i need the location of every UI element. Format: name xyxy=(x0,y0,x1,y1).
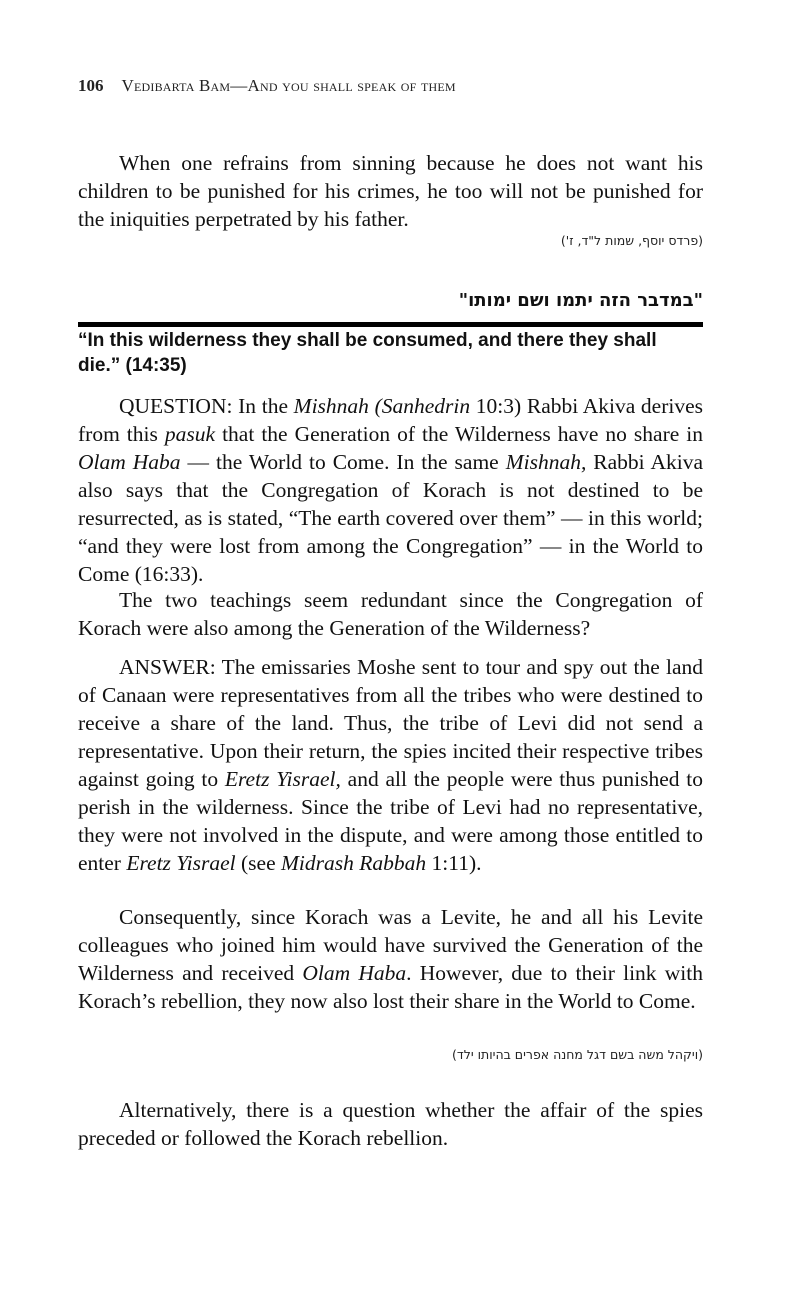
text-run-italic: Eretz Yisrael, xyxy=(224,767,341,791)
alternatively-paragraph: Alternatively, there is a question whether the affair of the spies preceded or followed the Korach rebellion. xyxy=(78,1098,703,1150)
hebrew-verse-heading: "במדבר הזה יתמו ושם ימותו" xyxy=(458,290,703,311)
consequently-source-citation: (ויקהל משה בשם דגל מחנה אפרים בהיותו ילד) xyxy=(452,1047,703,1062)
text-run: 1:11). xyxy=(426,851,482,875)
english-verse-heading: “In this wilderness they shall be consumed, and there they shall die.” (14:35) xyxy=(78,330,657,376)
redundancy-paragraph: The two teachings seem redundant since the Congregation of Korach were also among the Generation of the Wilderness? xyxy=(78,588,703,640)
text-run-italic: Eretz Yisrael xyxy=(126,851,236,875)
consequently-paragraph xyxy=(78,903,703,1015)
text-run: Rabbi Akiva also says that the Congregation of Korach is not destined to be resurrected, as is stated, “The earth covered over them” — in this world; “and they were lost from among the Congregation” — in the World to Come (16:33). xyxy=(78,450,703,586)
text-run-italic: Midrash Rabbah xyxy=(281,851,427,875)
text-run: . However, due to their link with Korach’s rebellion, they now also lost their share in the World to Come. xyxy=(78,961,703,1013)
intro-paragraph: When one refrains from sinning because he does not want his children to be punished for his crimes, he too will not be punished for the iniquities perpetrated by his father. xyxy=(78,151,703,231)
text-run: that the Generation of the Wilderness have no share in xyxy=(215,422,703,446)
text-run: and all the people were thus punished to perish in the wilderness. Since the tribe of Levi had no representative, they were not involved in the dispute, and were among those entitled to enter xyxy=(78,767,703,875)
answer-paragraph xyxy=(78,653,703,877)
question-paragraph xyxy=(78,392,703,588)
text-run-italic: Mishnah, xyxy=(505,450,587,474)
intro-source-citation: (פרדס יוסף, שמות ל"ד, ז') xyxy=(560,233,703,248)
page-number: 106 xyxy=(78,76,104,95)
text-run-italic: Mishnah (Sanhedrin xyxy=(293,394,471,418)
running-header xyxy=(78,76,456,96)
text-run-italic: pasuk xyxy=(164,422,216,446)
text-run: (see xyxy=(235,851,282,875)
running-title: Vedibarta Bam—And you shall speak of them xyxy=(121,76,456,95)
text-run-italic: Olam Haba xyxy=(302,961,407,985)
section-rule xyxy=(78,322,703,327)
text-run: — the World to Come. In the same xyxy=(180,450,506,474)
text-run: 10:3) Rabbi Akiva derives from this xyxy=(78,394,703,446)
text-run: QUESTION: In the xyxy=(119,394,294,418)
text-run: Consequently, since Korach was a Levite, he and all his Levite colleagues who joined him would have survived the Generation of the Wilderness and received xyxy=(78,905,703,985)
text-run-italic: Olam Haba xyxy=(78,450,181,474)
text-run: ANSWER: The emissaries Moshe sent to tour and spy out the land of Canaan were representatives from all the tribes who were destined to receive a share of the land. Thus, the tribe of Levi did not send a representative. Upon their return, the spies incited their respective tribes against going to xyxy=(78,655,703,791)
